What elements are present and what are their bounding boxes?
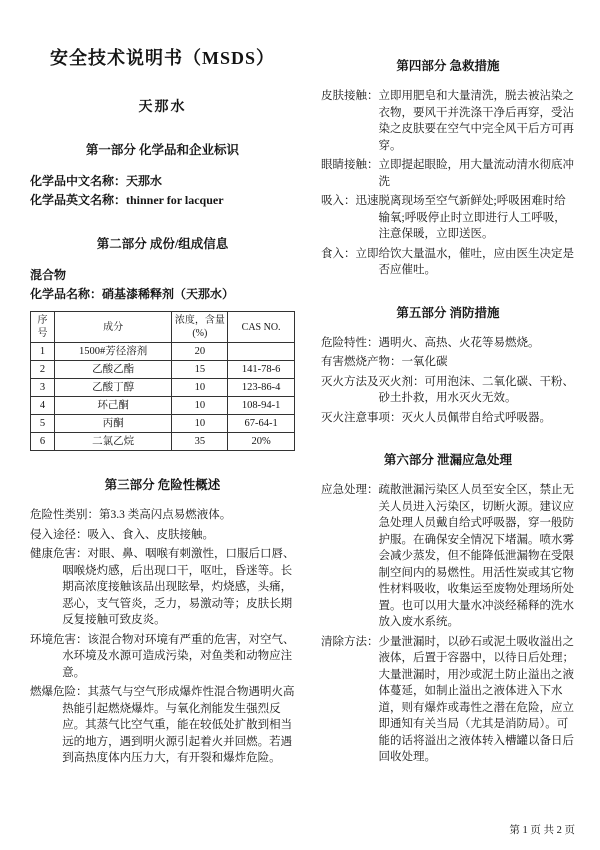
table-row: [31, 361, 295, 379]
item-label: 有害燃烧产物：: [321, 356, 402, 368]
inhalation-item: [321, 193, 575, 243]
hazard-class-item: [30, 507, 295, 524]
entry-route-item: [30, 527, 295, 544]
item-label: 灭火方法及灭火剂：: [321, 375, 425, 388]
item-text: 疏散泄漏污染区人员至安全区，禁止无关人员进入污染区，切断火源。建议应急处理人员戴自给式呼吸器，穿一般防护服。在确保安全情况下堵漏。喷水雾会减少蒸发，但不能降低泄漏物在受限制空间内的易燃性。用活性炭或其它物性材料吸收，收集运至废物处理场所处置。也可以用大量水冲淡经稀释的洗水放入废水系统。: [378, 484, 574, 628]
item-label: 健康危害：: [30, 548, 88, 560]
extinguishing-method-item: [321, 374, 575, 407]
environment-hazard-item: [30, 632, 295, 682]
item-text: 该混合物对环境有严重的危害，对空气、水环境及水源可造成污染，对鱼类和动物应注意。: [62, 633, 295, 679]
cell-component: 乙酸丁醇: [54, 379, 171, 397]
chemical-english-name: 化学品英文名称：thinner for lacquer: [30, 193, 224, 207]
item-label: 灭火注意事项：: [321, 411, 402, 424]
section6-heading: 第六部分 泄漏应急处理: [383, 453, 513, 467]
table-row: [31, 433, 295, 451]
cell-component: 1500#芳径溶剂: [54, 343, 171, 361]
item-text: 可用泡沫、二氧化碳、干粉、砂土扑救，用水灭火无效。: [378, 375, 574, 404]
item-label: 侵入途径：: [30, 528, 88, 541]
explosion-hazard-item: [30, 684, 295, 767]
cell-cas: 123-86-4: [228, 379, 295, 397]
cell-concentration: 10: [172, 379, 228, 397]
combustion-products-item: [321, 354, 575, 371]
item-text: 迅速脱离现场至空气新鲜处;呼吸困难时给输氧;呼吸停止时立即进行人工呼吸，注意保暖，立即送医。: [355, 195, 566, 240]
item-label: 环境危害：: [30, 633, 88, 646]
item-text: 立即给饮大量温水，催吐，应由医生决定是否应催吐。: [355, 247, 574, 276]
item-label: 吸入：: [321, 195, 356, 207]
cleanup-method-item: [321, 634, 575, 766]
cell-no: 1: [31, 343, 55, 361]
col-header-cas: CAS NO.: [228, 312, 295, 343]
cell-cas: 20%: [228, 433, 295, 451]
item-text: 少量泄漏时，以砂石或泥土吸收溢出之液体，后置于容器中，以待日后处理；大量泄漏时，用沙或泥土防止溢出之液体蔓延，如制止溢出之液体进入下水道，则有爆炸或毒性之潜在危险，应立即通知有关当局（尤其是消防局）。可能的话将溢出之液体转入槽罐以备日后回收处理。: [378, 635, 574, 763]
cell-component: 乙酸乙酯: [54, 361, 171, 379]
item-label: 皮肤接触：: [321, 90, 379, 102]
table-row: [31, 379, 295, 397]
col-header-concentration: 浓度，含量(%): [172, 312, 228, 343]
col-header-no: 序号: [31, 312, 55, 343]
cell-component: 丙酮: [54, 415, 171, 433]
cell-no: 6: [31, 433, 55, 451]
cell-concentration: 10: [172, 415, 228, 433]
cell-cas: 108-94-1: [228, 397, 295, 415]
item-text: 其蒸气与空气形成爆炸性混合物遇明火高热能引起燃烧爆炸。与氧化剂能发生强烈反应。其蒸气比空气重，能在较低处扩散到相当远的地方，遇到明火源引起着火并回燃。若遇到高热度体内压力大，有开裂和爆炸危险。: [62, 686, 295, 764]
cell-component: 二氯乙烷: [54, 433, 171, 451]
cell-component: 环己酮: [54, 397, 171, 415]
mixture-label: 混合物: [30, 268, 67, 282]
product-name: 天那水: [138, 100, 187, 115]
cell-concentration: 20: [172, 343, 228, 361]
cell-no: 2: [31, 361, 55, 379]
firefighting-note-item: [321, 410, 575, 427]
item-text: 灭火人员佩带自给式呼吸器。: [401, 411, 551, 424]
cell-concentration: 35: [172, 433, 228, 451]
table-header-row: [31, 312, 295, 343]
item-label: 食入：: [321, 247, 356, 260]
table-row: [31, 415, 295, 433]
section3-heading: 第三部分 危险性概述: [104, 478, 221, 492]
item-text: 对眼、鼻、咽喉有刺激性，口服后口唇、咽喉烧灼感，后出现口干，呕吐，昏迷等。长期高浓度接触该品出现眩晕，灼烧感，头痛，恶心，支气管炎，乏力，易激动等；皮肤长期反复接触可致皮炎。: [62, 548, 295, 626]
emergency-response-item: [321, 482, 575, 631]
hazard-characteristics-item: [321, 335, 575, 352]
cell-concentration: 15: [172, 361, 228, 379]
health-hazard-item: [30, 546, 295, 629]
document-title: 安全技术说明书（MSDS）: [49, 48, 275, 68]
item-text: 第3.3 类高闪点易燃液体。: [99, 509, 232, 521]
section5-heading: 第五部分 消防措施: [396, 305, 500, 320]
cell-cas: 141-78-6: [228, 361, 295, 379]
cell-no: 3: [31, 379, 55, 397]
item-text: 一氧化碳: [401, 356, 448, 368]
item-text: 立即提起眼睑，用大量流动清水彻底冲洗: [378, 159, 574, 188]
item-text: 立即用肥皂和大量清洗，脱去被沾染之衣物，要风干并洗涤干净后再穿，受沾染之皮肤要在空气中完全风干后方可再穿。: [378, 90, 574, 152]
ingestion-item: [321, 246, 575, 279]
item-label: 燃爆危险：: [30, 686, 88, 698]
item-label: 危险性类别：: [30, 509, 99, 521]
composition-table: [30, 311, 295, 451]
chemical-product-name: 化学品名称：硝基漆稀释剂（天那水）: [30, 287, 235, 301]
section4-heading: 第四部分 急救措施: [396, 59, 500, 73]
cell-no: 5: [31, 415, 55, 433]
item-label: 应急处理：: [321, 484, 379, 496]
cell-cas: 67-64-1: [228, 415, 295, 433]
two-column-layout: [30, 38, 575, 770]
skin-contact-item: [321, 88, 575, 154]
item-label: 眼睛接触：: [321, 159, 379, 171]
section1-heading: 第一部分 化学品和企业标识: [85, 143, 240, 157]
table-row: [31, 397, 295, 415]
cell-concentration: 10: [172, 397, 228, 415]
section2-heading: 第二部分 成份/组成信息: [96, 237, 229, 251]
item-label: 危险特性：: [321, 336, 379, 349]
left-column: [30, 38, 295, 770]
page-footer: 第 1 页 共 2 页: [509, 825, 575, 836]
col-header-component: 成分: [54, 312, 171, 343]
item-text: 吸入、食入、皮肤接触。: [87, 528, 214, 541]
right-column: [321, 38, 575, 770]
cell-no: 4: [31, 397, 55, 415]
cell-cas: [228, 343, 295, 361]
chemical-chinese-name: 化学品中文名称：天那水: [30, 174, 163, 188]
item-text: 遇明火、高热、火花等易燃烧。: [378, 336, 540, 349]
table-row: [31, 343, 295, 361]
eye-contact-item: [321, 157, 575, 190]
item-label: 清除方法：: [321, 635, 379, 648]
